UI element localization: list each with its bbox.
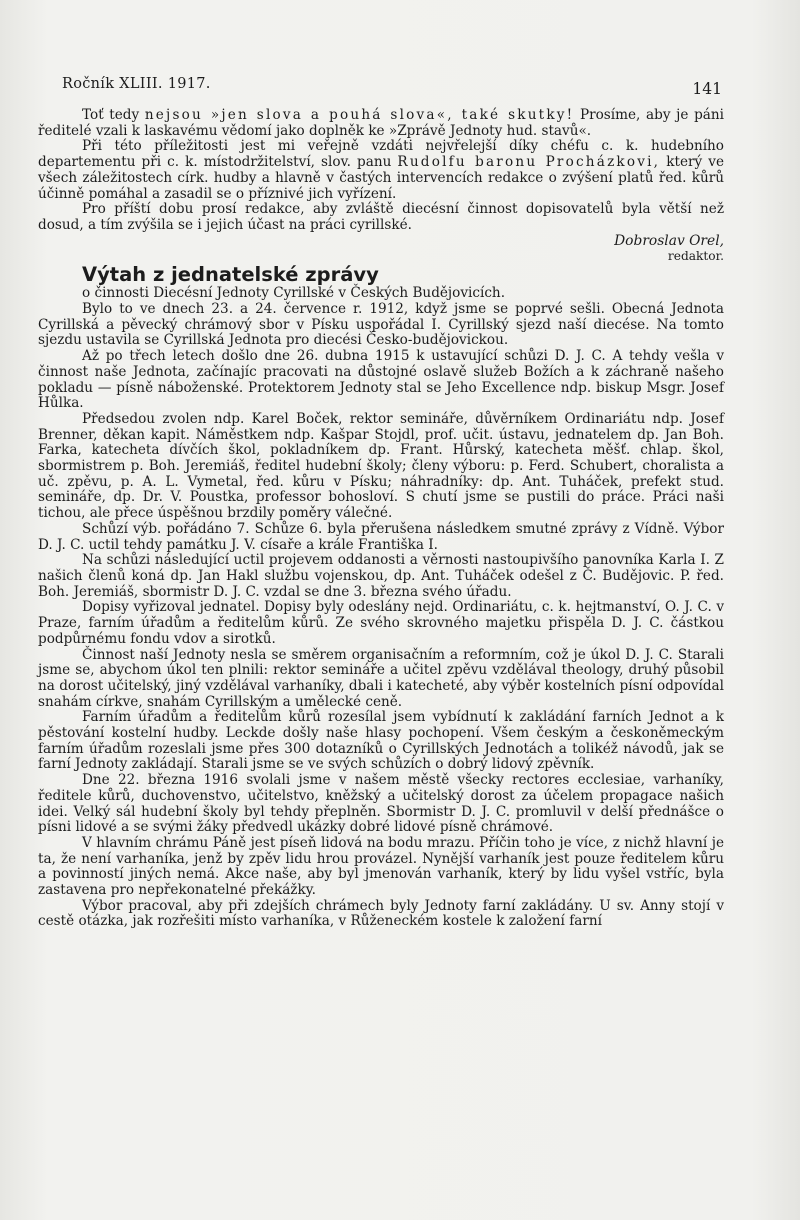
body-paragraph: Schůzí výb. pořádáno 7. Schůze 6. byla přerušena následkem smutné zprávy z Vídně. Výbor D. J. C. uctil tehdy památku J. V. císaře a krále Františka I. xyxy=(38,520,724,553)
emphasis: nejsou »jen slova a pouhá slova«, také skutky! xyxy=(144,107,575,123)
section-subtitle: o činnosti Diecésní Jednoty Cyrillské v Českých Budějovicích. xyxy=(82,285,506,302)
body-paragraph: Výbor pracoval, aby při zdejších chrámech byly Jednoty farní zakládány. U sv. Anny stojí v cestě otázka, jak rozřešiti místo varhaníka, v Růženeckém kostele k založení farní xyxy=(38,897,724,930)
body-paragraph: Farním úřadům a ředitelům kůrů rozesílal jsem vybídnutí k zakládání farních Jednot a k pěstování kostelní hudby. Leckde došly naše hlasy pochopení. Všem českým a českoněmeckým farním úřadům rozeslali jsme přes 300 dotazníků o Cyrillských Jednotách a tolikéž návodů, jak se farní Jednoty zakládají. Starali jsme se ve svých schůzích o dobrý lidový zpěvník. xyxy=(38,709,724,773)
page-number: 141 xyxy=(692,80,722,98)
body-paragraph: V hlavním chrámu Páně jest píseň lidová na bodu mrazu. Příčin toho je více, z nichž hlavní je ta, že není varhaníka, jenž by zpěv lidu hrou provázel. Nynější varhaník jest pouze ředitelem kůru a povinností jiných nemá. Akce naše, aby byl jmenován varhaník, který by lidu vyšel vstříc, byla zastavena pro nepřekonatelné překážky. xyxy=(38,834,724,899)
body-paragraph: Dopisy vyřizoval jednatel. Dopisy byly odeslány nejd. Ordinariátu, c. k. hejtmanství, O. J. C. v Praze, farním úřadům a ředitelům kůrů. Ze svého skrovného majetku přispěla D. J. C. částkou podpůrnému fondu vdov a sirotků. xyxy=(38,599,724,647)
intro-paragraph: Toť tedy nejsou »jen slova a pouhá slova«, také skutky! Prosíme, aby je páni ředitelé vzali k laskavému vědomí jako doplněk ke »Zprávě Jednoty hud. stavů«. xyxy=(38,107,724,139)
intro-paragraph: Pro příští dobu prosí redakce, aby zvláště diecésní činnost dopisovatelů byla větší než dosud, a tím zvýšila se i jejich účast na práci cyrillské. xyxy=(38,201,724,233)
body-paragraph: Předsedou zvolen ndp. Karel Boček, rektor semináře, důvěrníkem Ordinariátu ndp. Josef Brenner, děkan kapit. Náměstkem ndp. Kašpar Stojdl, prof. učit. ústavu, jednatelem dp. Jan Boh. Farka, katecheta dívčích škol, pokladníkem dp. Frant. Hůrský, katecheta měšť. chlap. škol, sbormistrem p. Boh. Jeremiáš, ředitel hudební školy; členy výboru: p. Ferd. Schubert, choralista a uč. zpěvu, p. A. L. Vymetal, řed. kůru v Písku; náhradníky: dp. Ant. Tuháček, prefekt stud. semináře, dp. Dr. V. Poustka, professor bohosloví. S chutí jsme se pustili do práce. Práci naši tichou, ale přece úspěšnou brzdily poměry válečné. xyxy=(38,410,724,522)
intro-paragraph: Při této příležitosti jest mi veřejně vzdáti nejvřelejší díky chéfu c. k. hudebního departementu při c. k. místodržitelství, slov. panu Rudolfu baronu Procházkovi, který ve všech záležitostech círk. hudby a hlavně v častých intervencích redakce o zvýšení platů řed. kůrů účinně pomáhal a zasadil se o příznivé jich vyřízení. xyxy=(38,138,724,202)
body-paragraph: Dne 22. března 1916 svolali jsme v našem městě všecky rectores ecclesiae, varhaníky, ředitele kůrů, duchovenstvo, učitelstvo, kněžský a učitelský dorost za účelem propagace našich idei. Velký sál hudební školy byl tehdy přeplněn. Sbormistr D. J. C. promluvil v delší přednášce o písni lidové a se svými žáky předvedl ukázky dobré lidové písně chrámové. xyxy=(38,772,724,836)
volume-year: Ročník XLIII. 1917. xyxy=(62,76,211,92)
body-paragraph: Na schůzi následující uctil projevem oddanosti a věrnosti nastoupivšího panovníka Karla I. Z našich členů koná dp. Jan Hakl službu vojenskou, dp. Ant. Tuháček odešel z Č. Budějovic. P. řed. Boh. Jeremiáš, sbormistr D. J. C. vzdal se dne 3. března svého úřadu. xyxy=(38,552,724,600)
page-content xyxy=(38,108,724,930)
body-paragraph: Až po třech letech došlo dne 26. dubna 1915 k ustavující schůzi D. J. C. A tehdy vešla v činnost naše Jednota, začínajíc pracovati na důstojné oslavě služeb Božích a k záchraně našeho pokladu — písně náboženské. Protektorem Jednoty stal se Jeho Excellence ndp. biskup Msgr. Josef Hůlka. xyxy=(38,348,724,412)
body-paragraph: Bylo to ve dnech 23. a 24. července r. 1912, když jsme se poprvé sešli. Obecná Jednota Cyrillská a pěvecký chrámový sbor v Písku uspořádal I. Cyrillský sjezd naší diecése. Na tomto sjezdu ustavila se Cyrillská Jednota pro diecési Česko-budějovickou. xyxy=(38,301,724,349)
signature-name: Dobroslav Orel, xyxy=(614,232,724,249)
body-paragraph: Činnost naší Jednoty nesla se směrem organisačním a reformním, což je úkol D. J. C. Starali jsme se, abychom úkol ten plnili: rektor semináře a učitel zpěvu vzdělával theology, druhý působil na dorost učitelský, jiný vzdělával varhaníky, dbali i katecheté, aby výběr kostelních písní odpovídal snahám církve, snahám Cyrillským a umělecké ceně. xyxy=(38,646,724,710)
section-heading: Výtah z jednatelské zprávy xyxy=(82,263,379,287)
page-header xyxy=(62,76,722,96)
emphasis-name: Rudolfu baronu Procházkovi, xyxy=(397,154,661,171)
signature-role: redaktor. xyxy=(667,249,724,264)
